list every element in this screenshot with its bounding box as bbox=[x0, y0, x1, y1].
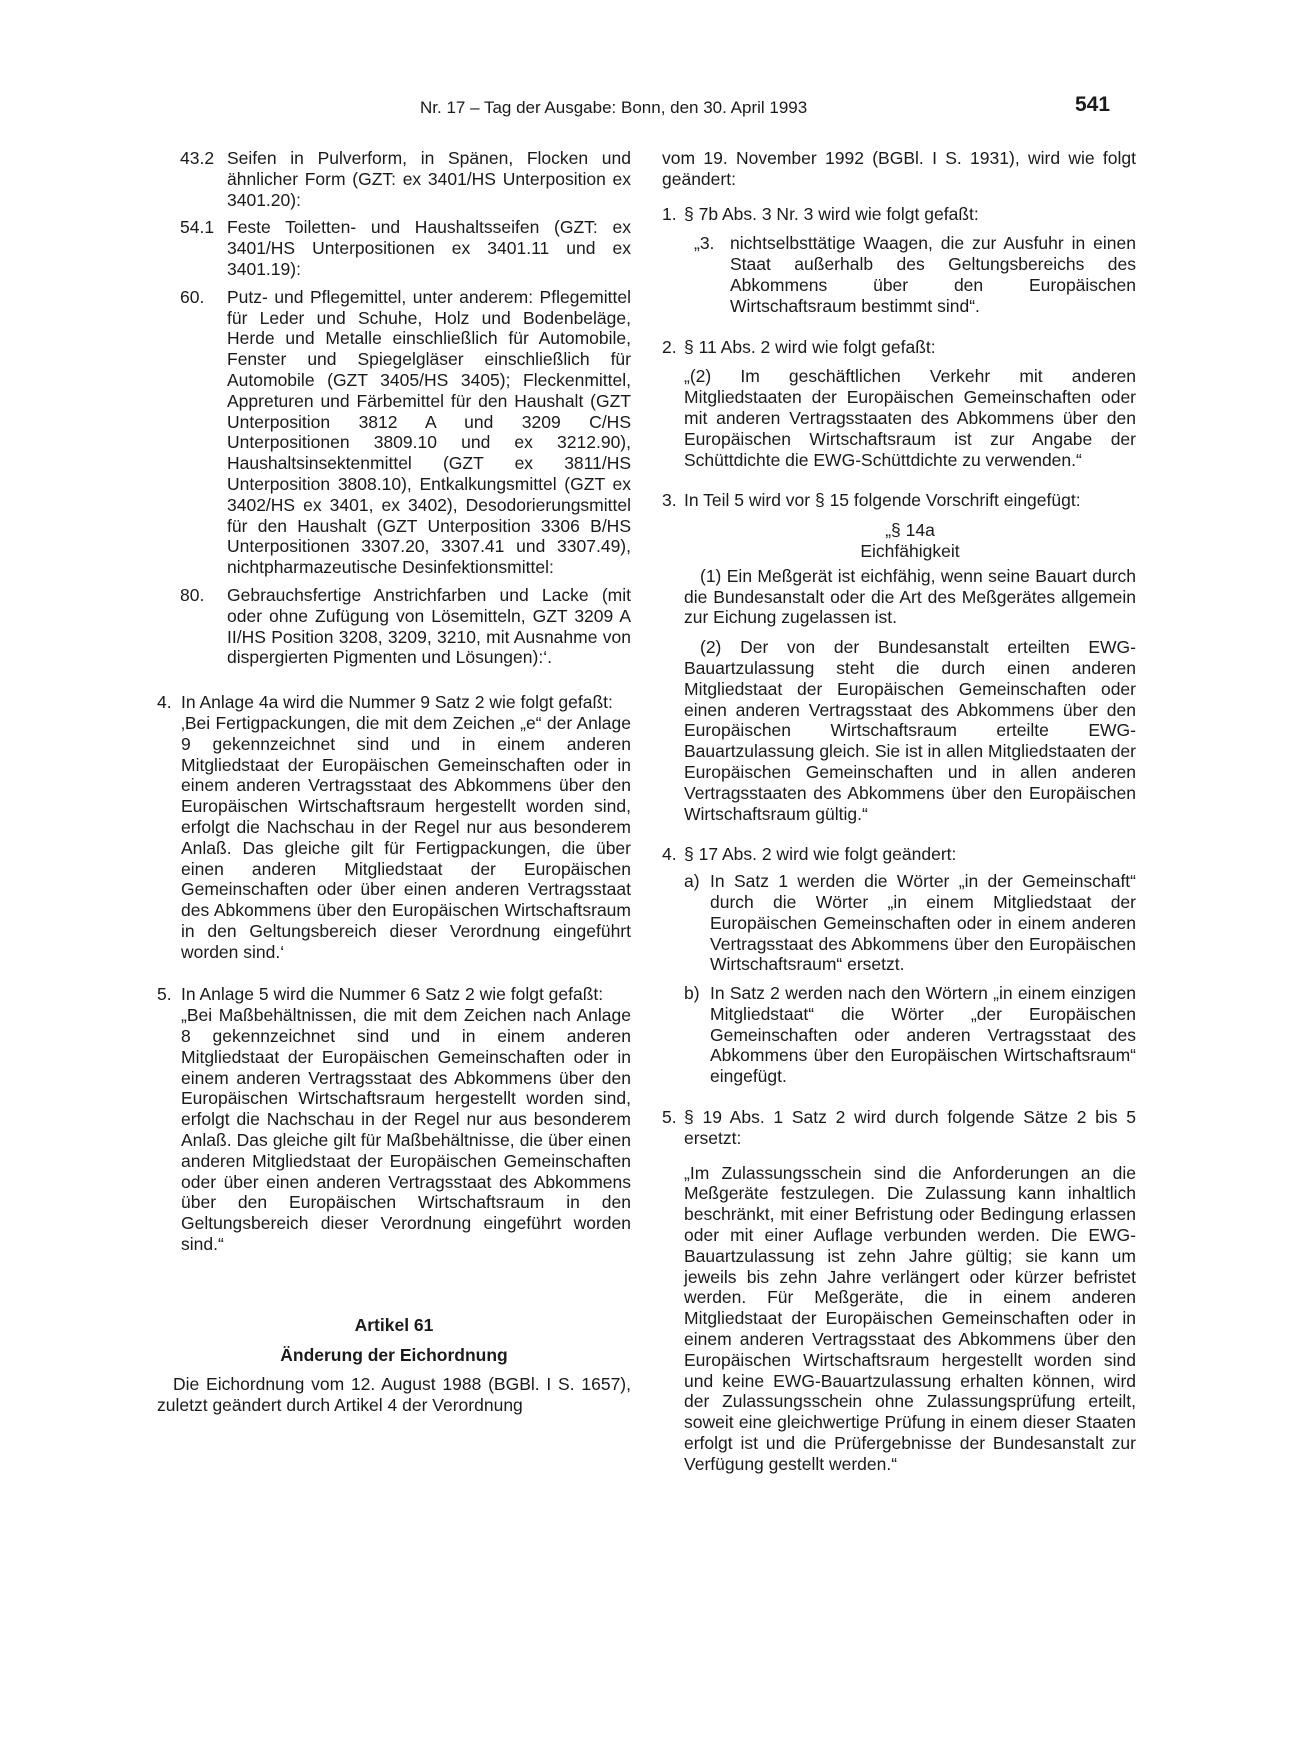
sub-text: nichtselbsttätige Waagen, die zur Ausfuhr in einen Staat außerhalb des Geltungsbereichs des Abkommens über den Europäischen Wirtschaftsraum bestimmt sind“. bbox=[730, 233, 1136, 316]
article-subtitle: Änderung der Eichordnung bbox=[280, 1344, 508, 1365]
change-item-5 bbox=[662, 1107, 1136, 1475]
change-item-3 bbox=[662, 490, 1136, 824]
continuation-text: vom 19. November 1992 (BGBl. I S. 1931), wird wie folgt geändert: bbox=[662, 148, 1136, 189]
item-intro: § 11 Abs. 2 wird wie folgt gefaßt: bbox=[684, 336, 936, 357]
code-item bbox=[157, 287, 631, 578]
left-column bbox=[157, 148, 631, 1416]
issue-header: Nr. 17 – Tag der Ausgabe: Bonn, den 30. April 1993 bbox=[420, 98, 808, 117]
code-number: 43.2 bbox=[180, 148, 215, 168]
amendment-item-5 bbox=[157, 984, 631, 1254]
section-number: „§ 14a bbox=[885, 520, 935, 541]
item-intro: In Teil 5 wird vor § 15 folgende Vorschrift eingefügt: bbox=[684, 490, 1081, 511]
item-number: 5. bbox=[157, 984, 172, 1005]
code-text: Gebrauchsfertige Anstrichfarben und Lacke (mit oder ohne Zufügung von Lösemitteln, GZT 3209 A II/HS Position 3208, 3209, 3210, mit Ausnahme von dispergierten Pigmenten und Lösungen):‘. bbox=[227, 584, 631, 668]
code-item bbox=[157, 217, 631, 279]
code-number: 80. bbox=[180, 584, 205, 605]
code-item bbox=[157, 148, 631, 210]
item-intro: § 7b Abs. 3 Nr. 3 wird wie folgt gefaßt: bbox=[684, 203, 979, 224]
item-number: 5. bbox=[662, 1107, 677, 1128]
right-column bbox=[662, 148, 1136, 1475]
item-number: 2. bbox=[662, 336, 677, 357]
amendment-item-4 bbox=[157, 692, 631, 962]
item-intro: In Anlage 5 wird die Nummer 6 Satz 2 wie folgt gefaßt: bbox=[181, 984, 604, 1005]
sub-number: „3. bbox=[694, 233, 715, 254]
paragraph-2: (2) Der von der Bundesanstalt erteilten EWG-Bauartzulassung steht die durch einen anderen Mitgliedstaat der Europäischen Gemeinschaften oder einen anderen Vertragsstaat des Abkommens über den Europäischen Wirtschaftsraum erteilte EWG-Bauartzulassung gleich. Sie ist in allen Mitgliedstaaten der Europäischen Gemeinschaften und in allen anderen Vertragsstaaten des Abkommens über den Europäischen Wirtschaftsraum gültig.“ bbox=[684, 637, 1136, 824]
change-item-4 bbox=[662, 844, 1136, 1087]
sub-letter: a) bbox=[684, 871, 700, 892]
sub-text: In Satz 2 werden nach den Wörtern „in einem einzigen Mitgliedstaat“ die Wörter „der Europäischen Gemeinschaften oder anderen Vertragsstaat des Abkommens über den Europäischen Wirtschaftsraum“ eingefügt. bbox=[710, 983, 1136, 1087]
item-number: 3. bbox=[662, 490, 677, 511]
code-text: Seifen in Pulverform, in Spänen, Flocken und ähnlicher Form (GZT: ex 3401/HS Unterposition ex 3401.20): bbox=[227, 148, 631, 210]
quoted-text: „Im Zulassungsschein sind die Anforderungen an die Meßgeräte festzulegen. Die Zulassung kann inhaltlich beschränkt, mit einer Befristung oder Bedingung erlassen oder mit einer Auflage verbunden werden. Die EWG-Bauartzulassung ist zehn Jahre gültig; sie kann um jeweils bis zehn Jahre verlängert oder kürzer befristet werden. Für Meßgeräte, die in einem anderen Mitgliedstaat der Europäischen Gemeinschaften oder in einem anderen Vertragsstaat des Abkommens über den Europäischen Wirtschaftsraum hergestellt worden sind und keine EWG-Bauartzulassung erhalten können, wird der Zulassungsschein ohne Zulassungsprüfung erteilt, soweit eine gleichwertige Prüfung in einem dieser Staaten erfolgt ist und die Prüfergebnisse der Bundesanstalt zur Verfügung gestellt werden.“ bbox=[684, 1162, 1136, 1474]
paragraph-1: (1) Ein Meßgerät ist eichfähig, wenn seine Bauart durch die Bundesanstalt oder die Art des Meßgerätes allgemein zur Eichung zugelassen ist. bbox=[684, 565, 1136, 628]
code-number: 60. bbox=[180, 286, 205, 307]
sub-item-a bbox=[684, 871, 1136, 975]
page-number: 541 bbox=[1075, 93, 1111, 116]
change-item-1 bbox=[662, 204, 1136, 317]
sub-item-b bbox=[684, 983, 1136, 1087]
code-text: Feste Toiletten- und Haushaltsseifen (GZT: ex 3401/HS Unterpositionen ex 3401.11 und ex 3401.19): bbox=[227, 217, 631, 279]
code-item bbox=[157, 585, 631, 668]
code-number: 54.1 bbox=[180, 217, 215, 238]
quoted-text: „(2) Im geschäftlichen Verkehr mit anderen Mitgliedstaaten der Europäischen Gemeinschaften oder mit anderen Vertragsstaaten des Abkommens über den Europäischen Wirtschaftsraum ist zur Angabe der Schüttdichte die EWG-Schüttdichte zu verwenden.“ bbox=[684, 366, 1136, 470]
section-heading: Eichfähigkeit bbox=[860, 540, 960, 561]
article-title: Artikel 61 bbox=[354, 1314, 434, 1335]
sub-letter: b) bbox=[684, 983, 700, 1004]
item-number: 4. bbox=[157, 692, 172, 713]
article-intro: Die Eichordnung vom 12. August 1988 (BGBl. I S. 1657), zuletzt geändert durch Artikel 4 der Verordnung bbox=[157, 1374, 631, 1416]
quoted-text: „Bei Maßbehältnissen, die mit dem Zeichen nach Anlage 8 gekennzeichnet sind und in einem anderen Mitgliedstaat der Europäischen Gemeinschaften oder in einem anderen Vertragsstaat des Abkommens über den Europäischen Wirtschaftsraum hergestellt worden sind, erfolgt die Nachschau in der Regel nur aus besonderem Anlaß. Das gleiche gilt für Maßbehältnisse, die über einen anderen Mitgliedstaat der Europäischen Gemeinschaften oder über einen anderen Vertragsstaat des Abkommens über den Europäischen Wirtschaftsraum in den Geltungsbereich dieser Verordnung eingeführt worden sind.“ bbox=[181, 1005, 631, 1255]
item-intro: § 19 Abs. 1 Satz 2 wird durch folgende Sätze 2 bis 5 ersetzt: bbox=[684, 1107, 1136, 1148]
item-number: 4. bbox=[662, 844, 677, 865]
sub-text: In Satz 1 werden die Wörter „in der Gemeinschaft“ durch die Wörter „in einem Mitgliedstaat der Europäischen Gemeinschaften oder in einem anderen Vertragsstaat des Abkommens über den Europäischen Wirtschaftsraum“ ersetzt. bbox=[710, 871, 1136, 975]
quoted-text: ‚Bei Fertigpackungen, die mit dem Zeichen „e“ der Anlage 9 gekennzeichnet sind und in einem anderen Mitgliedstaat der Europäischen Gemeinschaften oder in einem anderen Vertragsstaat des Abkommens über den Europäischen Wirtschaftsraum hergestellt worden sind, erfolgt die Nachschau in der Regel nur aus besonderem Anlaß. Das gleiche gilt für Fertigpackungen, die über einen anderen Mitgliedstaat der Europäischen Gemeinschaften oder über einen anderen Vertragsstaat des Abkommens über den Europäischen Wirtschaftsraum in den Geltungsbereich dieser Verordnung eingeführt worden sind.‘ bbox=[181, 712, 631, 962]
change-item-2 bbox=[662, 337, 1136, 471]
item-intro: In Anlage 4a wird die Nummer 9 Satz 2 wie folgt gefaßt: bbox=[181, 692, 613, 713]
code-text: Putz- und Pflegemittel, unter anderem: Pflegemittel für Leder und Schuhe, Holz und Bodenbeläge, Herde und Metalle einschließlich für Automobile, Fenster und Spiegelgläser einschließlich für Automobile (GZT 3405/HS 3405); Fleckenmittel, Appreturen und Färbemittel für den Haushalt (GZT Unterposition 3812 A und 3209 C/HS Unterpositionen 3809.10 und ex 3212.90), Haushaltsinsektenmittel (GZT ex 3811/HS Unterposition 3808.10), Entkalkungsmittel (GZT ex 3402/HS ex 3401, ex 3402), Desodorierungsmittel für den Haushalt (GZT Unterposition 3306 B/HS Unterpositionen 3307.20, 3307.41 und 3307.49), nichtpharmazeutische Desinfektionsmittel: bbox=[227, 286, 631, 578]
sub-entry bbox=[684, 233, 1136, 316]
item-number: 1. bbox=[662, 203, 677, 224]
item-intro: § 17 Abs. 2 wird wie folgt geändert: bbox=[684, 844, 957, 865]
